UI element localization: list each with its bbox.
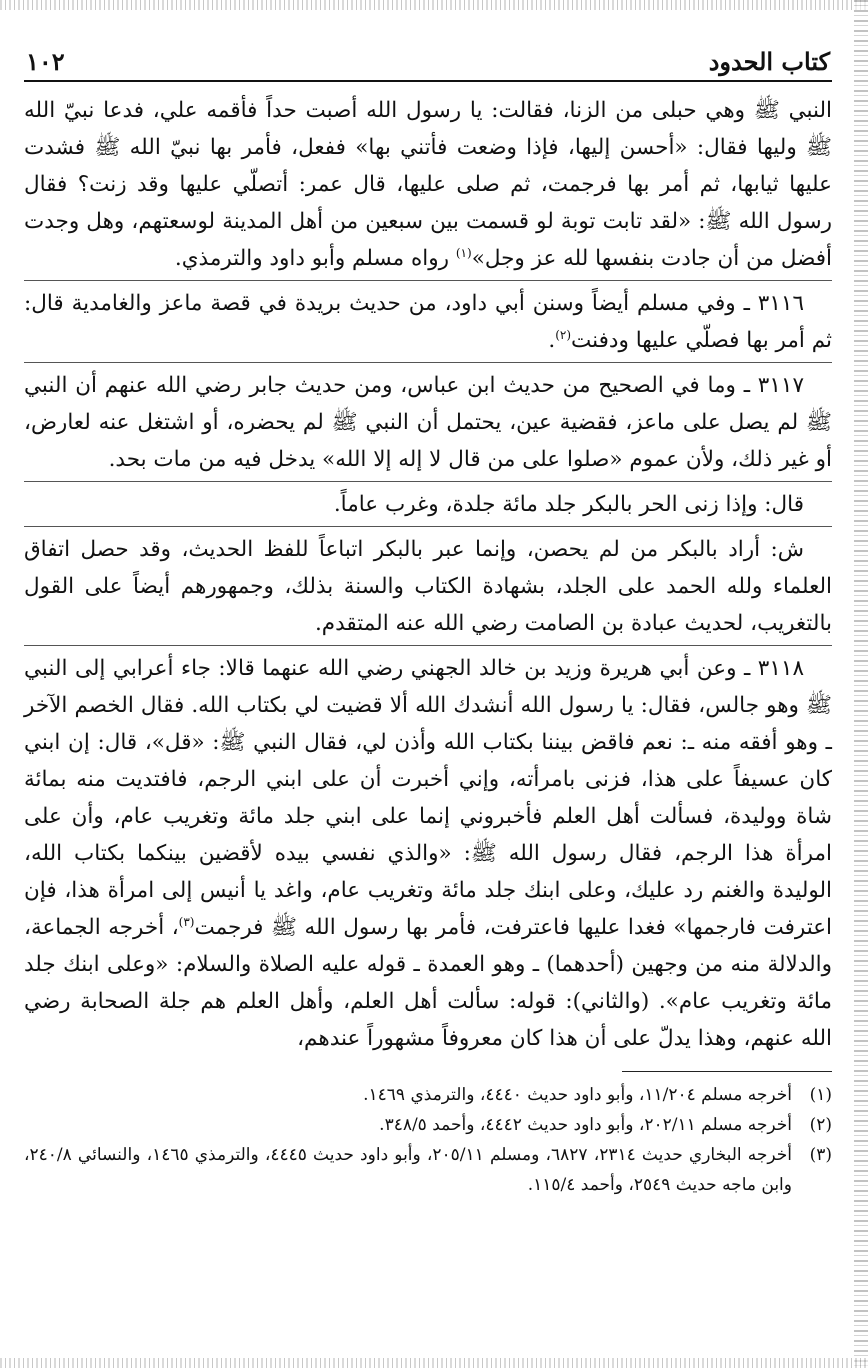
- footnote-number: (٣): [809, 1145, 832, 1165]
- chapter-title: كتاب الحدود: [708, 47, 830, 76]
- paragraph-2-end: .: [548, 328, 556, 353]
- decorative-border-bottom: [0, 1358, 868, 1368]
- footnote-number: (٢): [809, 1115, 832, 1135]
- footnote-text: أخرجه مسلم ٢٠٢/١١، وأبو داود حديث ٤٤٤٢، وأحمد ٣٤٨/٥.: [379, 1115, 792, 1135]
- paragraph-hadith-3118: [24, 650, 832, 1057]
- footnote-item: [24, 1110, 832, 1140]
- footnote-number: (١): [809, 1085, 832, 1105]
- paragraph-hadith-3117: ٣١١٧ ـ وما في الصحيح من حديث ابن عباس، ومن حديث جابر رضي الله عنهم أن النبي ﷺ لم يصل على ماعز، فقضية عين، يحتمل أن النبي ﷺ لم يحضره، أو اشتغل عنه لعارض، أو غير ذلك، ولأن عموم «صلوا على من قال لا إله إلا الله» يدخل فيه من مات بحد.: [24, 373, 832, 472]
- divider: [24, 645, 832, 646]
- paragraph-1: [24, 92, 832, 277]
- footnote-item: [24, 1140, 832, 1200]
- paragraph-6-text: ٣١١٨ ـ وعن أبي هريرة وزيد بن خالد الجهني رضي الله عنهما قالا: جاء أعرابي إلى النبي ﷺ وهو جالس، فقال: يا رسول الله أنشدك الله ألا قضيت لي بكتاب الله. فقال الخصم الآخر ـ وهو أفقه منه ـ: نعم فاقض بيننا بكتاب الله وأذن لي، فقال النبي ﷺ: «قل»، قال: إن ابني كان عسيفاً على هذا، فزنى بامرأته، وإني أخبرت أن على ابني الرجم، فافتديت منه بمائة شاة ووليدة، فسألت أهل العلم فأخبروني إنما على ابني جلد مائة وتغريب عام، وأن على امرأة هذا الرجم، فقال رسول الله ﷺ: «والذي نفسي بيده لأقضين بينكما بكتاب الله، الوليدة والغنم رد عليك، وعلى ابنك جلد مائة وتغريب عام، واغد يا أنيس إلى امرأة هذا، فإن اعترفت فارجمها» فغدا عليها فاعترفت، فأمر بها رسول الله ﷺ فرجمت: [24, 656, 833, 940]
- footnote-ref-3: (٣): [178, 914, 195, 929]
- divider: [24, 362, 832, 363]
- divider: [24, 526, 832, 527]
- footnote-ref-1: (١): [455, 245, 472, 260]
- paragraph-1-end: رواه مسلم وأبو داود والترمذي.: [174, 246, 456, 271]
- footnote-separator: [622, 1071, 832, 1072]
- divider: [24, 280, 832, 281]
- paragraph-hadith-3116: [24, 285, 832, 359]
- decorative-border-right: [854, 0, 868, 1368]
- footnote-text: أخرجه البخاري حديث ٢٣١٤، ٦٨٢٧، ومسلم ٢٠٥/١١، وأبو داود حديث ٤٤٤٥، والترمذي ١٤٦٥، والنسائي ٢٤٠/٨، وابن ماجه حديث ٢٥٤٩، وأحمد ١١٥/٤.: [24, 1145, 792, 1195]
- paragraph-2-text: ٣١١٦ ـ وفي مسلم أيضاً وسنن أبي داود، من حديث بريدة في قصة ماعز والغامدية قال: ثم أمر بها فصلّي عليها ودفنت: [24, 291, 832, 353]
- book-page: [24, 36, 832, 1200]
- running-header: [24, 36, 832, 82]
- paragraph-1-text: النبي ﷺ وهي حبلى من الزنا، فقالت: يا رسول الله أصبت حداً فأقمه علي، فدعا نبيّ الله ﷺ وليها فقال: «أحسن إليها، فإذا وضعت فأتني بها» ففعل، فأمر بها نبيّ الله ﷺ فشدت عليها ثيابها، ثم أمر بها فرجمت، ثم صلى عليها، قال عمر: أتصلّي عليها وقد زنت؟ فقال رسول الله ﷺ: «لقد تابت توبة لو قسمت بين سبعين من أهل المدينة لوسعتهم، وهل وجدت أفضل من أن جادت بنفسها لله عز وجل»: [24, 98, 832, 271]
- paragraph-6-end: ، أخرجه الجماعة، والدلالة منه من وجهين (أحدهما) ـ وهو العمدة ـ قوله عليه الصلاة والسلام: «وعلى ابنك جلد مائة وتغريب عام». (والثاني): قوله: سألت أهل العلم، وأهل العلم هم جلة الصحابة رضي الله عنهم، وهذا يدلّ على أن هذا كان معروفاً مشهوراً عندهم،: [24, 915, 832, 1051]
- paragraph-matn: قال: وإذا زنى الحر بالبكر جلد مائة جلدة، وغرب عاماً.: [333, 492, 804, 517]
- paragraph-sharh: ش: أراد بالبكر من لم يحصن، وإنما عبر بالبكر اتباعاً للفظ الحديث، وقد حصل اتفاق العلماء ولله الحمد على الجلد، بشهادة الكتاب والسنة بذلك، وجمهورهم أيضاً على القول بالتغريب، لحديث عبادة بن الصامت رضي الله عنه المتقدم.: [24, 537, 832, 636]
- page-number: ١٠٢: [26, 47, 65, 76]
- footnote-text: أخرجه مسلم ١١/٢٠٤، وأبو داود حديث ٤٤٤٠، والترمذي ١٤٦٩.: [363, 1085, 792, 1105]
- decorative-border-top: [0, 0, 868, 10]
- footnote-ref-2: (٢): [555, 327, 572, 342]
- footnote-item: [24, 1080, 832, 1110]
- main-text: [24, 92, 832, 1057]
- footnotes: [24, 1080, 832, 1200]
- divider: [24, 481, 832, 482]
